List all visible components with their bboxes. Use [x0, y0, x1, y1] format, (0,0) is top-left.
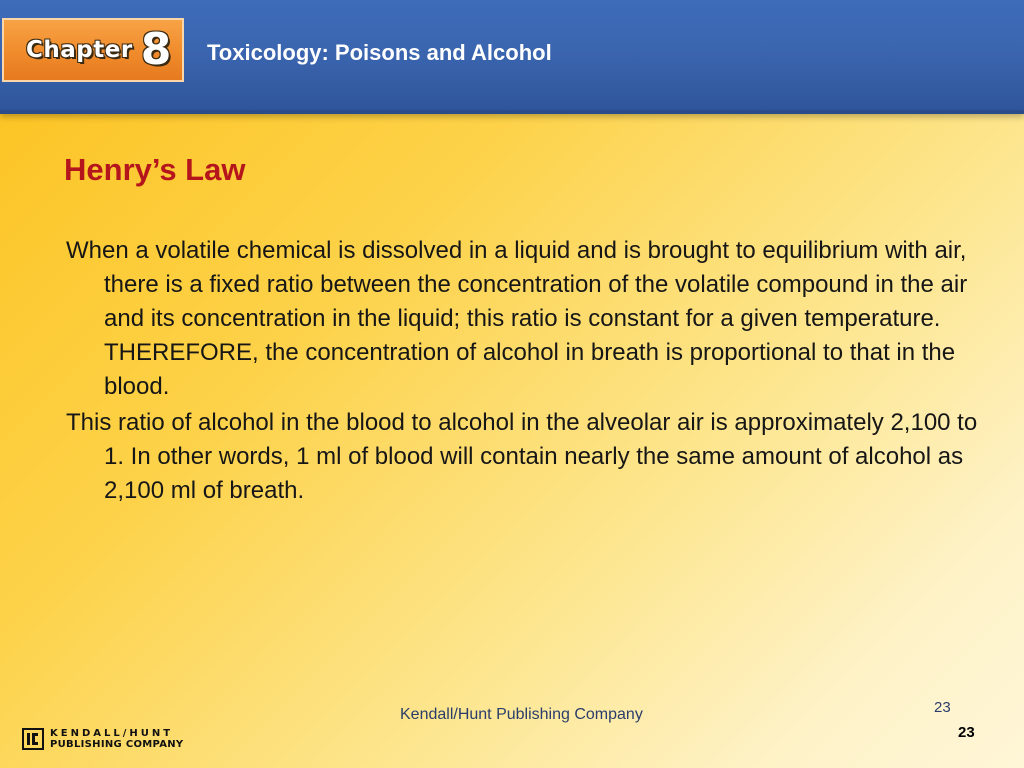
kendall-hunt-logo-icon [22, 728, 44, 750]
slide-body [66, 234, 996, 510]
logo-text-line2: PUBLISHING COMPANY [50, 739, 184, 750]
footer-company: Kendall/Hunt Publishing Company [400, 706, 643, 723]
chapter-number: 8 [140, 24, 172, 75]
chapter-title: Toxicology: Poisons and Alcohol [207, 40, 552, 65]
slide-title: Henry’s Law [64, 152, 246, 187]
slide-header [0, 0, 1024, 114]
chapter-label: Chapter [26, 37, 133, 63]
page-number-bottom: 23 [958, 724, 975, 741]
publisher-logo [22, 726, 192, 752]
body-paragraph-1: When a volatile chemical is dissolved in a liquid and is brought to equilibrium with air, there is a fixed ratio between the concentration of the volatile compound in the air and its concentration in the liquid; this ratio is constant for a given temperature. THEREFORE, the concentration of alcohol in breath is proportional to that in the blood. [66, 237, 968, 400]
page-number-top: 23 [934, 699, 951, 716]
logo-text-line1: KENDALL/HUNT [50, 728, 174, 739]
chapter-badge [2, 18, 184, 82]
body-paragraph-2: This ratio of alcohol in the blood to alcohol in the alveolar air is approximately 2,100 to 1. In other words, 1 ml of blood will contain nearly the same amount of alcohol as 2,100 ml of breath. [66, 409, 978, 504]
